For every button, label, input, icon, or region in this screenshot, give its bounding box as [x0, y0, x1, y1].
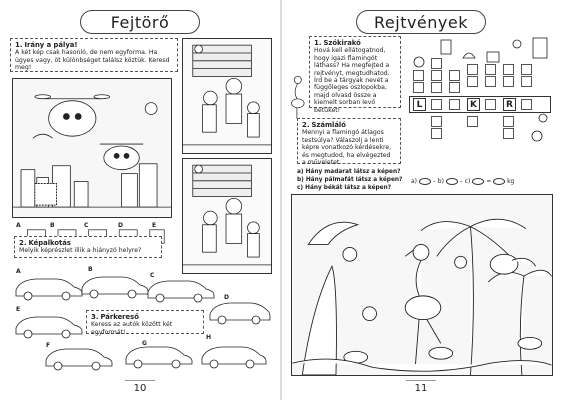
- question-b: b) Hány pálmafát látsz a képen?: [297, 177, 403, 183]
- formula-minus-1: –: [432, 178, 436, 185]
- cw-cell[interactable]: [449, 82, 460, 93]
- crossword-letter-l: L: [413, 98, 426, 111]
- formula-b-label: b): [437, 178, 444, 185]
- cw-cell[interactable]: [467, 76, 478, 87]
- task3-box: [86, 310, 204, 334]
- soccer-illustration-bottom: [182, 158, 272, 274]
- piece-label-e: E: [152, 222, 157, 229]
- weight-formula: [411, 178, 514, 185]
- cw-cell[interactable]: [413, 82, 424, 93]
- soccer-illustration-top: [182, 38, 272, 154]
- question-c: c) Hány békát látsz a képen?: [297, 185, 392, 191]
- cw-cell[interactable]: [485, 99, 496, 110]
- formula-c-label: c): [464, 178, 471, 185]
- right-task2-title: Számláló: [311, 121, 346, 129]
- question-a: a) Hány madarat látsz a képen?: [297, 169, 401, 175]
- task3-text: Keress az autók között két egyformát!: [91, 321, 173, 336]
- answer-oval-result[interactable]: [493, 178, 505, 185]
- piece-label-c: C: [84, 222, 89, 229]
- cw-cell[interactable]: [521, 99, 532, 110]
- car-label-b: B: [88, 266, 93, 273]
- jungle-flamingo-illustration: [291, 194, 553, 376]
- car-label-f: F: [46, 342, 51, 349]
- answer-oval-a[interactable]: [419, 178, 431, 185]
- crossword-letter-k: K: [467, 98, 480, 111]
- cw-cell[interactable]: [521, 64, 532, 75]
- task3-number: 3.: [91, 313, 99, 321]
- cw-cell[interactable]: [449, 70, 460, 81]
- car-label-a: A: [16, 268, 21, 275]
- cw-cell[interactable]: [413, 70, 424, 81]
- piece-label-b: B: [50, 222, 55, 229]
- formula-minus-2: –: [459, 178, 463, 185]
- crossword-letter-r: R: [503, 98, 516, 111]
- cw-cell[interactable]: [449, 99, 460, 110]
- piece-label-d: D: [118, 222, 123, 229]
- task1-number: 1.: [15, 41, 23, 49]
- cw-cell[interactable]: [485, 76, 496, 87]
- cw-cell[interactable]: [485, 64, 496, 75]
- piece-label-a: A: [16, 222, 21, 229]
- task2-box: [14, 236, 162, 258]
- task1-box: [10, 38, 178, 72]
- cw-cell[interactable]: [431, 99, 442, 110]
- task3-title: Párkereső: [100, 313, 139, 321]
- right-task1-title: Szókirakó: [323, 39, 361, 47]
- formula-eq: =: [486, 178, 492, 185]
- cw-cell[interactable]: [503, 116, 514, 127]
- formula-unit: kg: [507, 178, 515, 185]
- car-label-e: E: [16, 306, 21, 313]
- task1-text: A két kép csak hasonló, de nem egyforma. Ha ügyes vagy, öt különbséget találsz köztük. Keresd meg!: [15, 49, 170, 72]
- car-label-d: D: [224, 294, 229, 301]
- right-task2-number: 2.: [302, 121, 310, 129]
- cw-cell[interactable]: [431, 82, 442, 93]
- task2-number: 2.: [19, 239, 27, 247]
- right-task1-text: Hová kell ellátogatnod, hogy igazi flamingót láthass? Ha megfejted a rejtvényt, megtudhatod. Írd be a tárgyak nevét a függőleges oszlopokba, majd olvasd össze a kiemelt sorban levő betűket!: [314, 47, 390, 114]
- right-task2-box: [297, 118, 401, 167]
- crossword-area: [405, 36, 555, 148]
- cw-cell[interactable]: [503, 76, 514, 87]
- right-task1-number: 1.: [314, 39, 322, 47]
- answer-oval-b[interactable]: [446, 178, 458, 185]
- cw-cell[interactable]: [467, 116, 478, 127]
- right-task2-text: Mennyi a flamingó átlagos testsúlya? Válaszolj a lenti képre vonatkozó kérdésekre, és megtudod, ha elvégezted a műveletet.: [302, 129, 392, 167]
- cw-cell[interactable]: [467, 64, 478, 75]
- car-label-g: G: [142, 340, 147, 347]
- page-number-right: 11: [406, 380, 436, 394]
- right-task1-box: [309, 36, 401, 114]
- flamingo-icon: [287, 74, 305, 120]
- cw-cell[interactable]: [503, 64, 514, 75]
- task2-title: Képalkotás: [28, 239, 71, 247]
- car-label-h: H: [206, 334, 212, 341]
- crossword-object-icons: [405, 36, 555, 148]
- page-title-rejtvenyek: Rejtvények: [356, 10, 486, 34]
- page-title-fejtoro: Fejtörő: [80, 10, 200, 34]
- task1-title: Irány a pálya!: [24, 41, 78, 49]
- cw-cell[interactable]: [521, 76, 532, 87]
- cw-cell[interactable]: [431, 58, 442, 69]
- city-drone-illustration: [12, 78, 172, 218]
- page-number-left: 10: [125, 380, 155, 394]
- task2-text: Melyik képrészlet illik a hiányzó helyre?: [19, 247, 142, 255]
- cw-cell[interactable]: [431, 128, 442, 139]
- cw-cell[interactable]: [503, 128, 514, 139]
- car-label-c: C: [150, 272, 155, 279]
- cw-cell[interactable]: [431, 70, 442, 81]
- cw-cell[interactable]: [431, 116, 442, 127]
- right-page: [281, 0, 562, 400]
- formula-a-label: a): [411, 178, 418, 185]
- answer-oval-c[interactable]: [472, 178, 484, 185]
